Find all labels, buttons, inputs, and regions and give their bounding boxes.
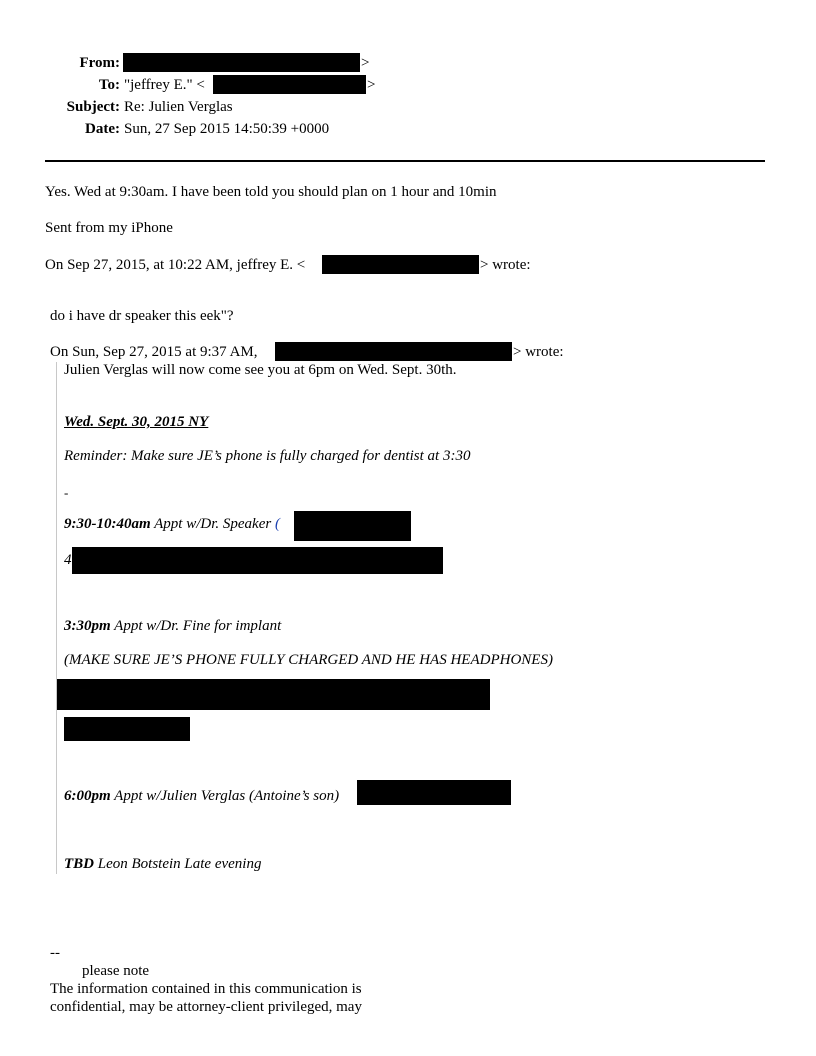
subject-value: Re: Julien Verglas	[124, 99, 233, 115]
appt1-time: 9:30-10:40am	[64, 516, 151, 532]
from-redaction	[123, 53, 360, 72]
appt3-redaction	[357, 780, 511, 805]
date-label: Date:	[85, 121, 120, 137]
reminder-line: Reminder: Make sure JE’s phone is fully charged for dentist at 3:30	[64, 448, 471, 464]
dash-line: -	[64, 485, 69, 500]
quote-intro-prefix: On Sep 27, 2015, at 10:22 AM, jeffrey E. <	[45, 257, 306, 273]
appt1-paren: (	[274, 516, 280, 532]
schedule-date-heading: Wed. Sept. 30, 2015 NY	[64, 414, 209, 430]
quote2-intro-prefix: On Sun, Sep 27, 2015 at 9:37 AM,	[50, 344, 258, 360]
appt1-address-start: 4	[64, 552, 72, 568]
header-divider	[45, 160, 765, 162]
appt1-phone-redaction	[294, 511, 411, 541]
footer-note: please note	[82, 963, 150, 979]
update-line: Julien Verglas will now come see you at 6pm on Wed. Sept. 30th.	[64, 362, 457, 378]
footer-dashes: --	[50, 945, 60, 961]
sent-from-signature: Sent from my iPhone	[45, 220, 173, 236]
footer-line-1: The information contained in this communication is	[50, 981, 362, 997]
to-value: "jeffrey E." <	[124, 77, 205, 93]
to-suffix: >	[367, 77, 376, 93]
quote-intro-suffix: > wrote:	[480, 257, 531, 273]
appt1-address-redaction	[72, 547, 443, 574]
appt2-line	[64, 617, 281, 635]
to-redaction	[213, 75, 366, 94]
appt2-time: 3:30pm	[64, 618, 111, 634]
appt2-link-redaction	[64, 717, 190, 741]
subject-label: Subject:	[66, 99, 120, 115]
from-label: From:	[79, 55, 120, 71]
appt3-time: 6:00pm	[64, 788, 111, 804]
quote2-intro-suffix: > wrote:	[513, 344, 564, 360]
footer-line-2: confidential, may be attorney-client privileged, may	[50, 999, 362, 1015]
appt2-note: (MAKE SURE JE’S PHONE FULLY CHARGED AND HE HAS HEADPHONES)	[64, 652, 553, 668]
email-redaction	[322, 255, 479, 274]
appt3-line	[64, 787, 339, 805]
appt2-desc: Appt w/Dr. Fine for implant	[110, 618, 282, 634]
appt1-desc: Appt w/Dr. Speaker	[150, 516, 275, 532]
quote-bar	[56, 362, 57, 874]
date-value: Sun, 27 Sep 2015 14:50:39 +0000	[124, 121, 330, 137]
sender-redaction	[275, 342, 512, 361]
question-line: do i have dr speaker this eek"?	[50, 308, 234, 324]
reply-line: Yes. Wed at 9:30am. I have been told you should plan on 1 hour and 10min	[45, 184, 497, 200]
appt1-line	[64, 515, 280, 533]
appt3-desc: Appt w/Julien Verglas (Antoine’s son)	[110, 788, 340, 804]
appt4-line	[64, 855, 261, 873]
to-label: To:	[98, 77, 120, 93]
from-suffix: >	[361, 55, 370, 71]
appt4-desc: Leon Botstein Late evening	[94, 856, 262, 872]
appt4-time: TBD	[64, 856, 94, 872]
appt2-details-redaction	[57, 679, 490, 710]
